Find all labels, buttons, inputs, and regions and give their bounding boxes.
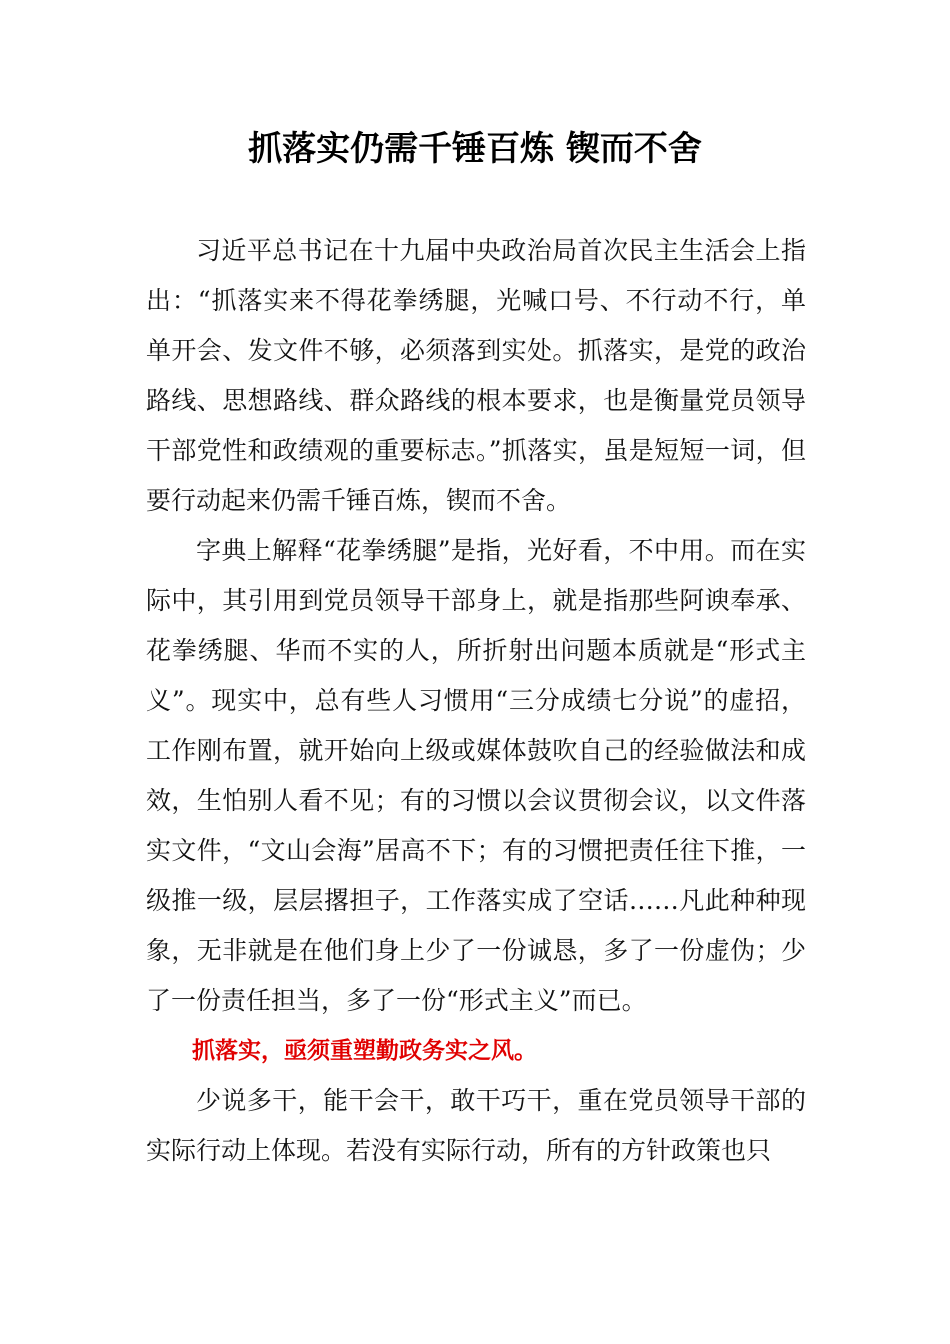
paragraph-3: 少说多干，能干会干，敢干巧干，重在党员领导干部的实际行动上体现。若没有实际行动，所有的方针政策也只 <box>146 1086 806 1165</box>
section-heading: 抓落实，亟须重塑勤政务实之风。 <box>192 1038 537 1064</box>
document-body <box>146 226 806 1176</box>
paragraph-1: 习近平总书记在十九届中央政治局首次民主生活会上指出：“抓落实来不得花拳绣腿，光喊口号、不行动不行，单单开会、发文件不够，必须落到实处。抓落实，是党的政治路线、思想路线、群众路线的根本要求，也是衡量党员领导干部党性和政绩观的重要标志。”抓落实，虽是短短一词，但要行动起来仍需千锤百炼，锲而不舍。 <box>146 236 806 515</box>
document-title: 抓落实仍需千锤百炼 锲而不舍 <box>248 129 702 169</box>
paragraph-2: 字典上解释“花拳绣腿”是指，光好看，不中用。而在实际中，其引用到党员领导干部身上，就是指那些阿谀奉承、花拳绣腿、华而不实的人，所折射出问题本质就是“形式主义”。现实中，总有些人习惯用“三分成绩七分说”的虚招，工作刚布置，就开始向上级或媒体鼓吹自己的经验做法和成效，生怕别人看不见；有的习惯以会议贯彻会议，以文件落实文件，“文山会海”居高不下；有的习惯把责任往下推，一级推一级，层层撂担子，工作落实成了空话……凡此种种现象，无非就是在他们身上少了一份诚恳，多了一份虚伪；少了一份责任担当，多了一份“形式主义”而已。 <box>146 536 806 1015</box>
